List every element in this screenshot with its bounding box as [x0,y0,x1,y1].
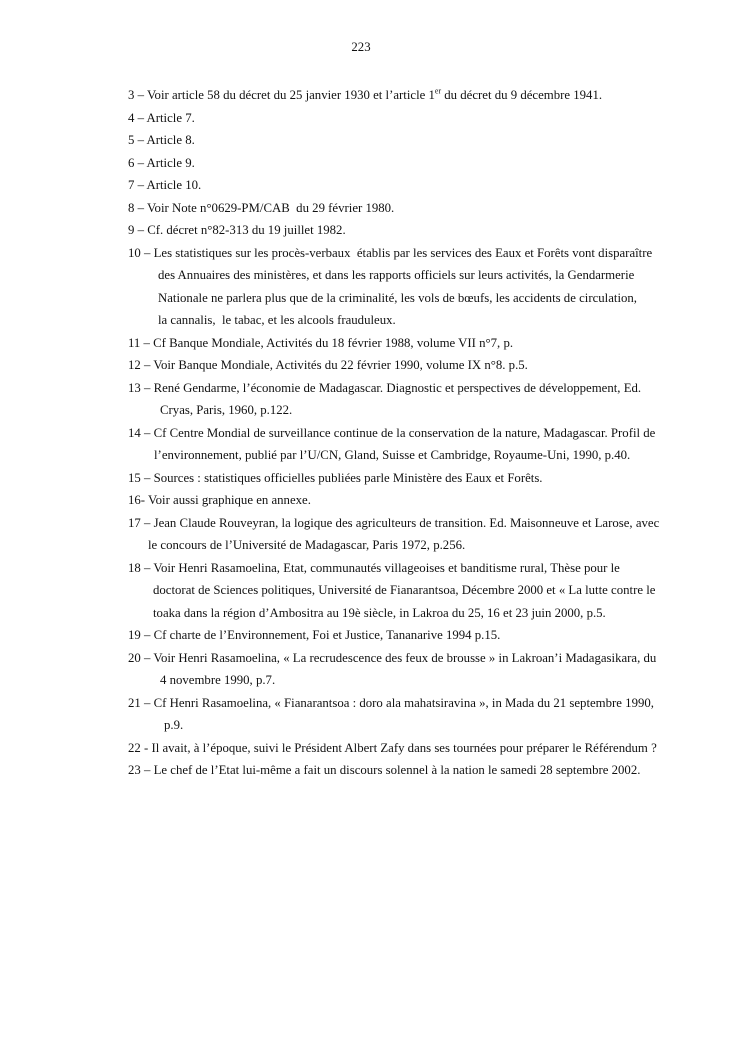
footnotes-section [128,84,744,782]
footnote-7: 7 – Article 10. [128,178,202,192]
footnote-19: 19 – Cf charte de l’Environnement, Foi et Justice, Tananarive 1994 p.15. [128,628,501,642]
footnote-14-line-1: 14 – Cf Centre Mondial de surveillance continue de la conservation de la nature, Madagascar. Profil de [128,425,656,440]
footnote-8: 8 – Voir Note n°0629-PM/CAB du 29 février 1980. [128,200,395,215]
footnote-13-line-1: 13 – René Gendarme, l’économie de Madagascar. Diagnostic et perspectives de développement, Ed. [128,380,642,395]
footnote-12: 12 – Voir Banque Mondiale, Activités du 22 février 1990, volume IX n°8. p.5. [128,358,528,372]
footnote-9: 9 – Cf. décret n°82-313 du 19 juillet 1982. [128,223,346,237]
footnote-22: 22 - Il avait, à l’époque, suivi le Président Albert Zafy dans ses tournées pour préparer le Référendum ? [128,740,657,755]
footnote-5: 5 – Article 8. [128,133,195,147]
footnote-16: 16- Voir aussi graphique en annexe. [128,493,311,507]
footnote-3 [128,84,744,107]
footnote-10-line-1: 10 – Les statistiques sur les procès-verbaux établis par les services des Eaux et Forêts vont disparaître [128,245,653,260]
footnote-15: 15 – Sources : statistiques officielles publiées parle Ministère des Eaux et Forêts. [128,470,543,485]
page-number: 223 [351,40,371,54]
footnote-14-line-2: l’environnement, publié par l’U/CN, Gland, Suisse et Cambridge, Royaume-Uni, 1990, p.40. [154,448,631,462]
footnote-13-line-2: Cryas, Paris, 1960, p.122. [160,403,293,417]
footnote-18-line-2: doctorat de Sciences politiques, Université de Fianarantsoa, Décembre 2000 et « La lutte contre le [153,583,656,597]
footnote-18-line-3: toaka dans la région d’Ambositra au 19è siècle, in Lakroa du 25, 16 et 23 juin 2000, p.5. [153,605,606,620]
footnote-20-line-2: 4 novembre 1990, p.7. [160,673,276,687]
footnote-21-line-1: 21 – Cf Henri Rasamoelina, « Fianarantsoa : doro ala mahatsiravina », in Mada du 21 septembre 1990, [128,695,654,710]
footnote-10-line-3: Nationale ne parlera plus que de la criminalité, les vols de bœufs, les accidents de circulation, [158,290,638,305]
footnote-11: 11 – Cf Banque Mondiale, Activités du 18 février 1988, volume VII n°7, p. [128,335,514,350]
footnote-18-line-1: 18 – Voir Henri Rasamoelina, Etat, communautés villageoises et banditisme rural, Thèse pour le [128,560,620,575]
footnote-4: 4 – Article 7. [128,110,195,125]
footnote-20-line-1: 20 – Voir Henri Rasamoelina, « La recrudescence des feux de brousse » in Lakroan’i Madagasikara, du [128,650,657,665]
footnote-17-line-2: le concours de l’Université de Madagascar, Paris 1972, p.256. [148,538,466,552]
footnote-6: 6 – Article 9. [128,155,195,170]
footnote-3-superscript: er [434,86,442,96]
footnote-10-line-4: la cannalis, le tabac, et les alcools frauduleux. [158,313,396,327]
footnote-10-line-2: des Annuaires des ministères, et dans les rapports officiels sur leurs activités, la Gendarmerie [158,268,635,282]
footnote-3-text-after-sup: du décret du 9 décembre 1941. [441,88,603,102]
footnote-21-line-2: p.9. [164,718,184,732]
footnote-3-text-before-sup: 3 – Voir article 58 du décret du 25 janvier 1930 et l’article 1 [128,88,435,102]
footnote-23: 23 – Le chef de l’Etat lui-même a fait un discours solennel à la nation le samedi 28 septembre 2002. [128,763,641,777]
footnote-17-line-1: 17 – Jean Claude Rouveyran, la logique des agriculteurs de transition. Ed. Maisonneuve et Larose, avec [128,515,660,530]
